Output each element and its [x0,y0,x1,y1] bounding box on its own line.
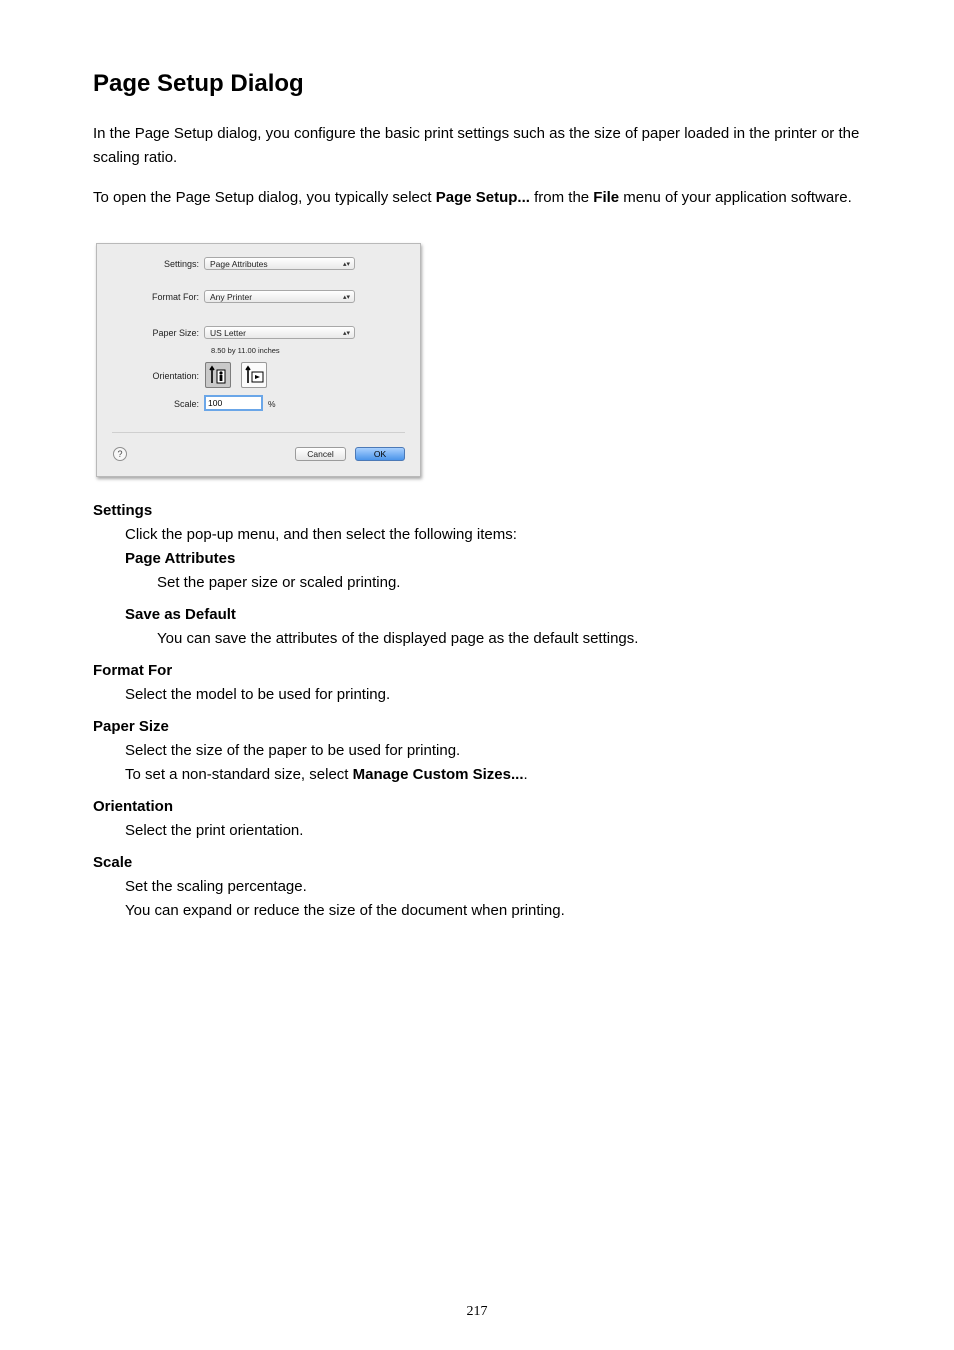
desc-orientation: Select the print orientation. [125,822,304,839]
intro-paragraph: In the Page Setup dialog, you configure the basic print settings such as the size of paper loaded in the printer or the scaling ratio. [93,125,860,166]
landscape-orientation-button[interactable] [241,362,267,388]
term-paper-size: Paper Size [93,718,169,735]
term-format-for: Format For [93,662,173,679]
scale-input[interactable]: 100 [204,395,263,411]
desc-scale-expand: You can expand or reduce the size of the document when printing. [125,902,565,919]
page-number: 217 [466,1304,488,1319]
format-for-label: Format For: [151,292,199,302]
settings-label: Settings: [163,259,199,269]
paper-size-popup[interactable]: US Letter ▴▾ [204,326,355,339]
format-for-popup[interactable]: Any Printer ▴▾ [204,290,355,303]
desc-settings: Click the pop-up menu, and then select the following items: [125,526,517,543]
desc-page-attributes: Set the paper size or scaled printing. [157,574,401,591]
page-title: Page Setup Dialog [93,70,304,97]
popup-arrows-icon: ▴▾ [342,330,350,337]
popup-arrows-icon: ▴▾ [342,261,350,268]
dialog-divider [112,432,405,433]
page-setup-menu-ref: Page Setup... [435,189,530,206]
desc-paper-size: Select the size of the paper to be used for printing. [125,742,461,759]
paper-size-dimensions: 8.50 by 11.00 inches [211,346,280,355]
page-setup-dialog-screenshot [96,243,421,477]
desc-format-for: Select the model to be used for printing. [125,686,391,703]
desc-scale: Set the scaling percentage. [125,878,307,895]
term-orientation: Orientation [93,798,174,815]
portrait-orientation-button[interactable] [205,362,231,388]
file-menu-ref: File [593,189,620,206]
scale-label: Scale: [173,399,199,409]
term-save-as-default: Save as Default [125,606,236,623]
paper-size-label: Paper Size: [152,328,199,338]
portrait-icon [206,363,230,387]
desc-paper-size-custom: To set a non-standard size, select Manage Custom Sizes.... [125,766,528,783]
open-instructions-paragraph: To open the Page Setup dialog, you typically select Page Setup... from the File menu of your application software. [93,189,852,206]
landscape-icon [242,363,266,387]
orientation-label: Orientation: [152,371,199,381]
scale-unit: % [268,399,276,409]
ok-button[interactable]: OK [355,447,405,461]
help-icon[interactable]: ? [113,447,127,461]
term-settings: Settings [93,502,153,519]
term-page-attributes: Page Attributes [125,550,236,567]
manage-custom-sizes-ref: Manage Custom Sizes... [352,766,524,783]
desc-save-as-default: You can save the attributes of the displayed page as the default settings. [157,630,639,647]
cancel-button[interactable]: Cancel [295,447,346,461]
popup-arrows-icon: ▴▾ [342,294,350,301]
settings-popup[interactable]: Page Attributes ▴▾ [204,257,355,270]
term-scale: Scale [93,854,133,871]
